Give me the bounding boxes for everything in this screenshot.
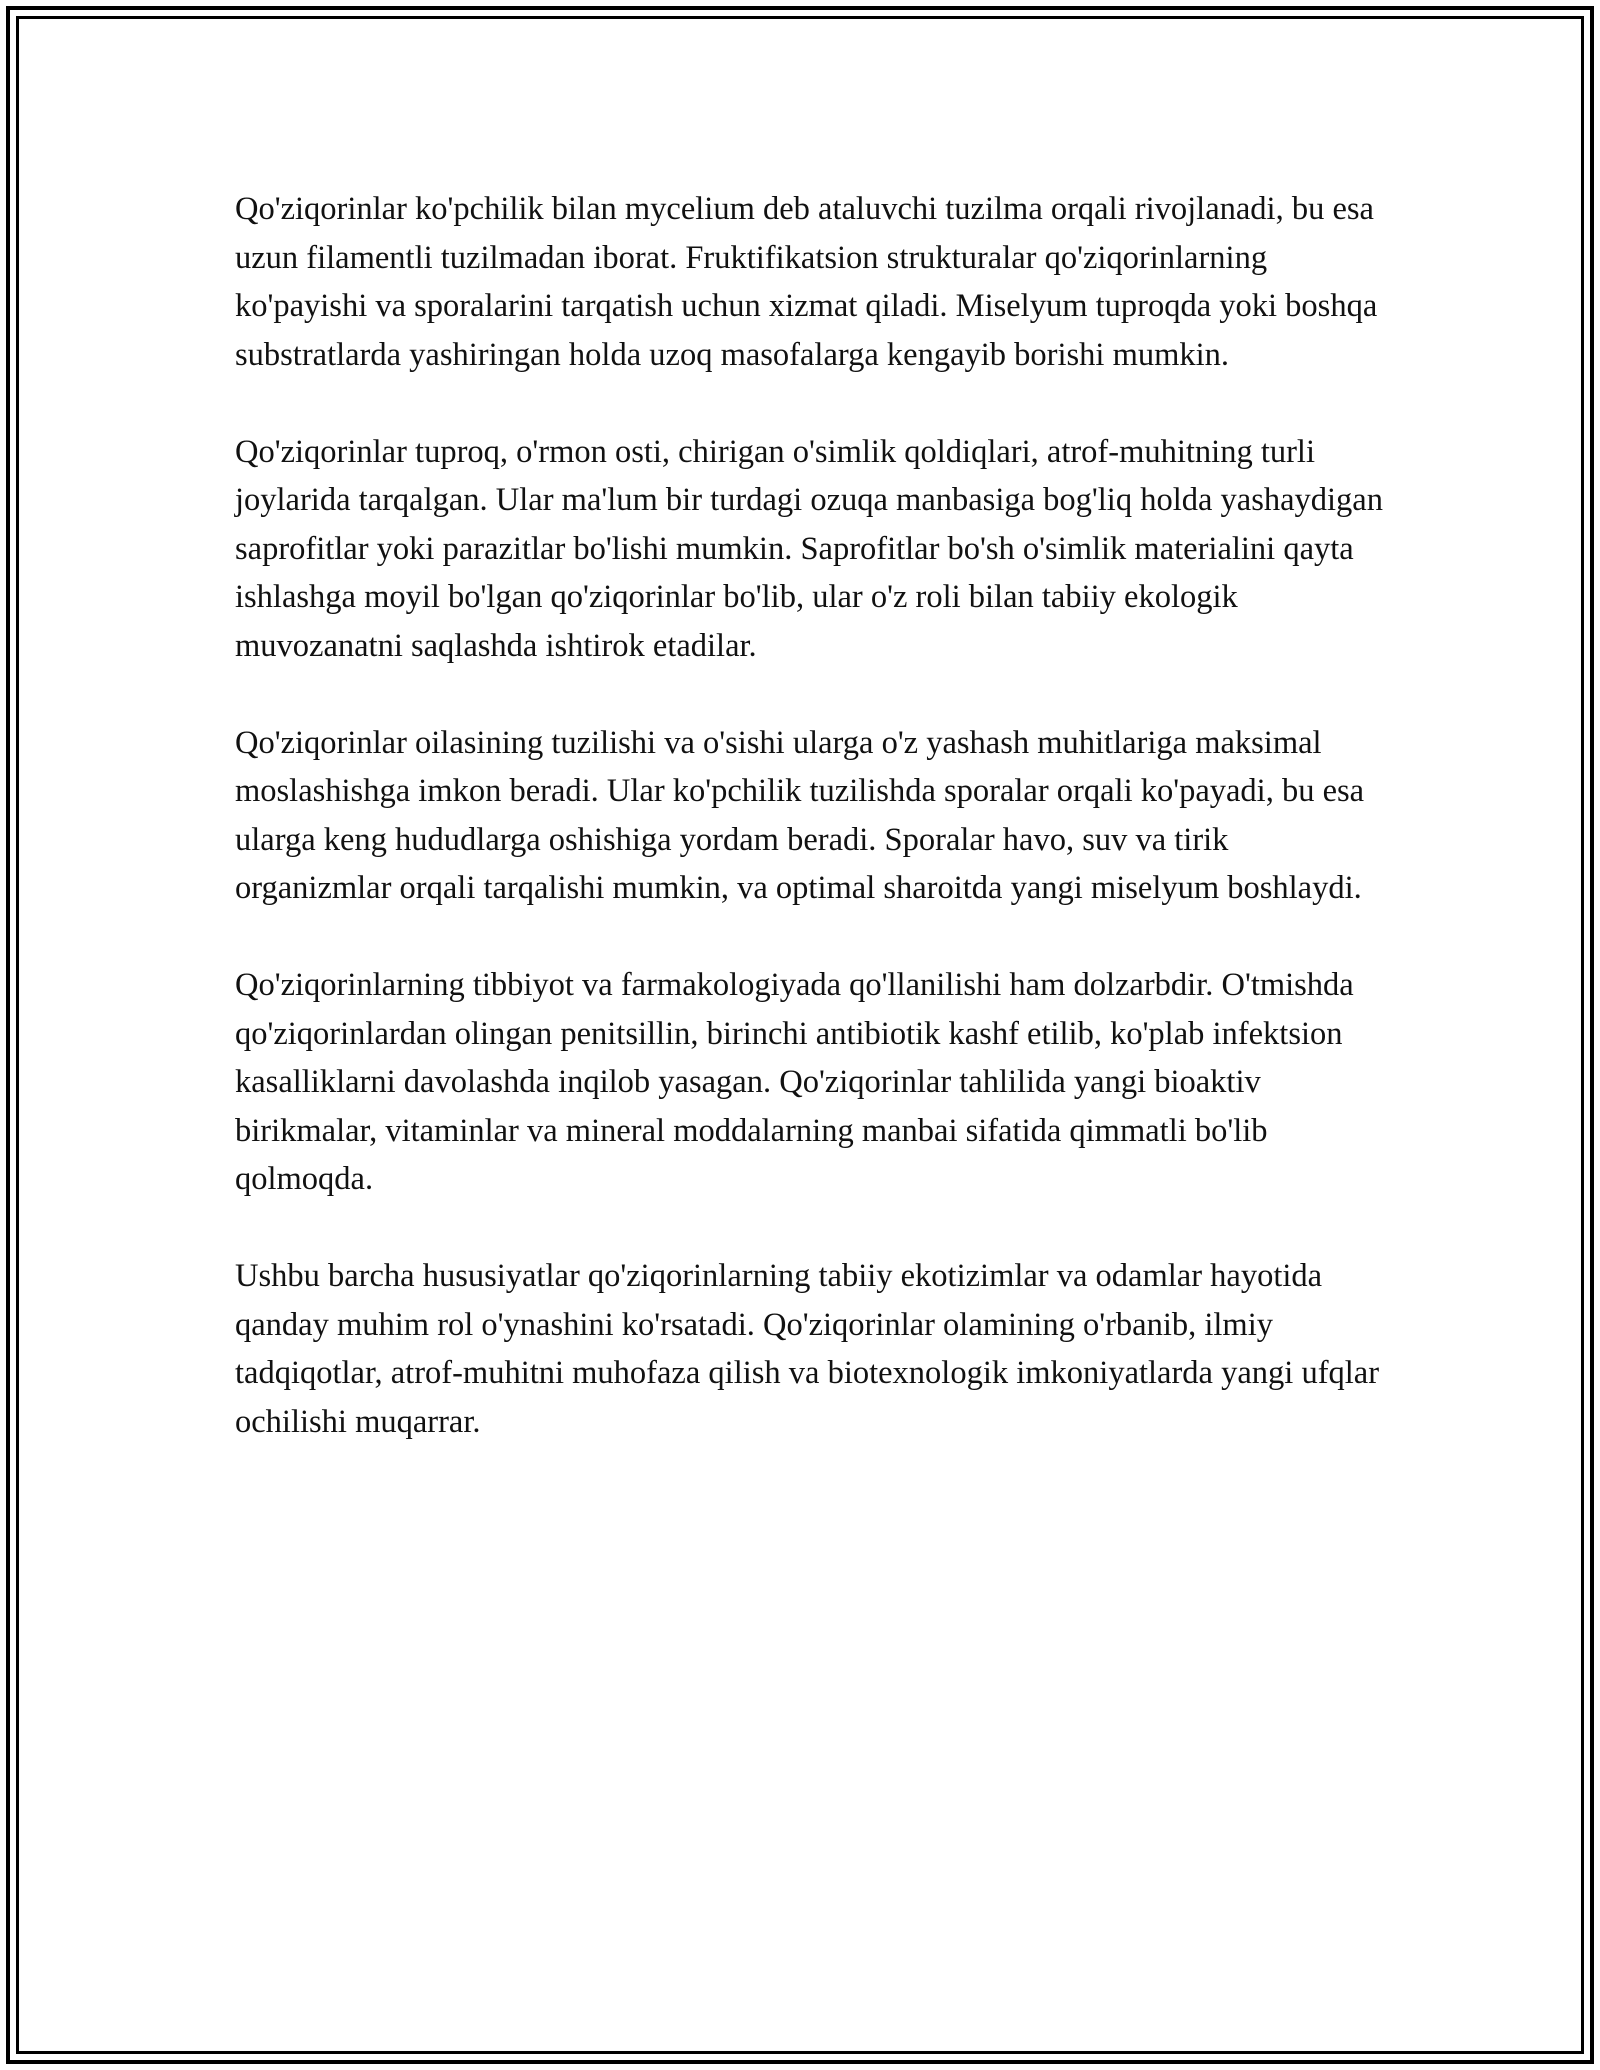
paragraph-mycelium: Qo'ziqorinlar ko'pchilik bilan mycelium deb ataluvchi tuzilma orqali rivojlanadi, bu esa uzun filamentli tuzilmadan iborat. Fruktifikatsion strukturalar qo'ziqorinlarning ko'payishi va sporalarini tarqatish uchun xizmat qiladi. Miselyum tuproqda yoki boshqa substratlarda yashiringan holda uzoq masofalarga kengayib borishi mumkin. [235,191,1378,373]
paragraph-conclusion: Ushbu barcha hususiyatlar qo'ziqorinlarning tabiiy ekotizimlar va odamlar hayotida qanday muhim rol o'ynashini ko'rsatadi. Qo'ziqorinlar olamining o'rbanib, ilmiy tadqiqotlar, atrof-muhitni muhofaza qilish va biotexnologik imkoniyatlarda yangi ufqlar ochilishi muqarrar. [235,1258,1380,1440]
paragraph-habitat: Qo'ziqorinlar tuproq, o'rmon osti, chirigan o'simlik qoldiqlari, atrof-muhitning turli joylarida tarqalgan. Ular ma'lum bir turdagi ozuqa manbasiga bog'liq holda yashaydigan saprofitlar yoki parazitlar bo'lishi mumkin. Saprofitlar bo'sh o'simlik materialini qayta ishlashga moyil bo'lgan qo'ziqorinlar bo'lib, ular o'z roli bilan tabiiy ekologik muvozanatni saqlashda ishtirok etadilar. [235,433,1383,664]
paragraph-medicine: Qo'ziqorinlarning tibbiyot va farmakologiyada qo'llanilishi ham dolzarbdir. O'tmishda qo'ziqorinlardan olingan penitsillin, birinchi antibiotik kashf etilib, ko'plab infektsion kasalliklarni davolashda inqilob yasagan. Qo'ziqorinlar tahlilida yangi bioaktiv birikmalar, vitaminlar va mineral moddalarning manbai sifatida qimmatli bo'lib qolmoqda. [235,967,1354,1197]
paragraph-reproduction: Qo'ziqorinlar oilasining tuzilishi va o'sishi ularga o'z yashash muhitlariga maksimal moslashishga imkon beradi. Ular ko'pchilik tuzilishda sporalar orqali ko'payadi, bu esa ularga keng hududlarga oshishiga yordam beradi. Sporalar havo, suv va tirik organizmlar orqali tarqalishi mumkin, va optimal sharoitda yangi miselyum boshlaydi. [235,724,1365,906]
document-body [235,185,1385,1495]
